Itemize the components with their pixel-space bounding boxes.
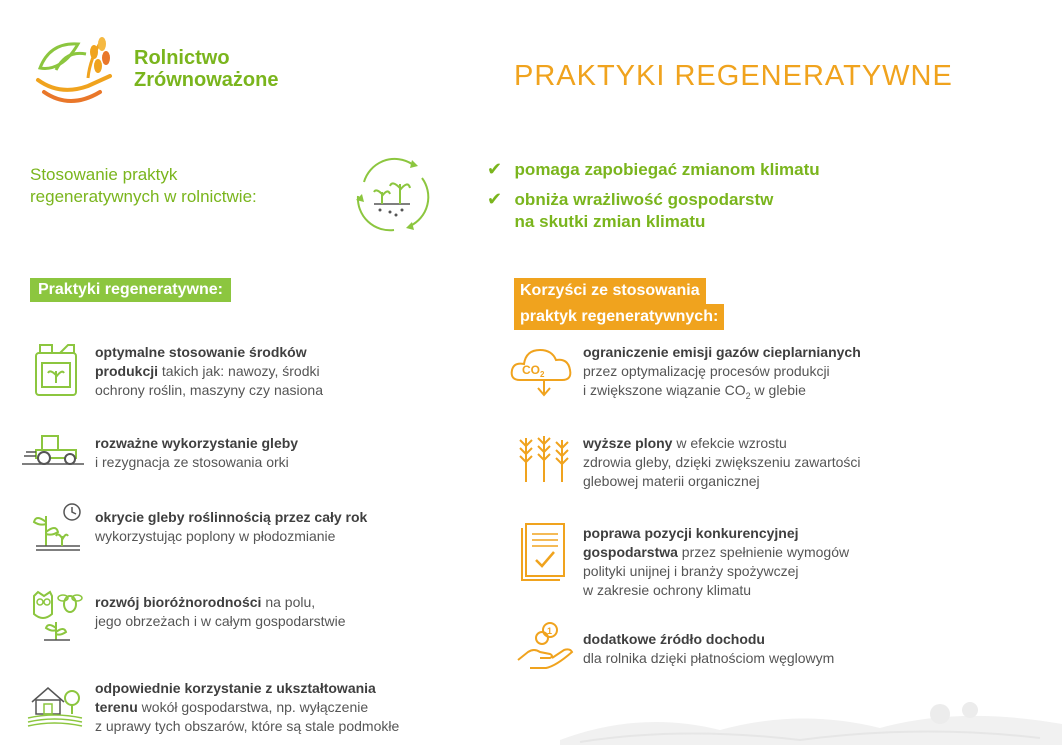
landscape-decoration — [560, 690, 1062, 745]
benefit-1-line3sub: 2 — [745, 390, 751, 401]
benefit-item-2 — [583, 434, 923, 491]
benefit-2-bold1: wyższe plony — [583, 435, 673, 451]
wheat-icon — [516, 432, 572, 484]
effect-2-line1: obniża wrażliwość gospodarstw — [514, 190, 774, 209]
benefit-item-1 — [583, 343, 923, 406]
intro-line2: regeneratywnych w rolnictwie: — [30, 187, 257, 206]
benefit-4-bold1: dodatkowe źródło dochodu — [583, 631, 765, 647]
logo-icon — [30, 28, 130, 108]
benefit-item-3 — [583, 524, 923, 600]
page-title: PRAKTYKI REGENERATYWNE — [514, 60, 953, 92]
benefit-2-rest1: w efekcie wzrostu — [672, 435, 787, 451]
benefits-label-line2: praktyk regeneratywnych: — [514, 304, 724, 330]
practice-5-line3: z uprawy tych obszarów, które są stale podmokłe — [95, 718, 400, 734]
effect-2 — [487, 189, 773, 233]
benefit-3-bold1: poprawa pozycji konkurencyjnej — [583, 525, 799, 541]
benefit-1-line2: przez optymalizację procesów produkcji — [583, 363, 830, 379]
benefits-label-line1: Korzyści ze stosowania — [514, 278, 706, 304]
benefit-4-line2: dla rolnika dzięki płatnościom węglowym — [583, 650, 835, 666]
benefit-2-line2: zdrowia gleby, dzięki zwiększeniu zawartości — [583, 454, 861, 470]
practice-5-bold2: terenu — [95, 699, 138, 715]
practice-item-2 — [95, 434, 395, 472]
check-icon: ✔ — [487, 159, 503, 179]
practice-4-bold1: rozwój bioróżnorodności — [95, 594, 262, 610]
practice-2-line2: i rezygnacja ze stosowania orki — [95, 454, 289, 470]
practice-1-bold2: produkcji — [95, 363, 159, 379]
benefit-3-line3: polityki unijnej i branży spożywczej — [583, 563, 799, 579]
practice-item-3 — [95, 508, 415, 546]
benefit-1-bold1: ograniczenie emisji gazów cieplarnianych — [583, 344, 861, 360]
effect-2-line2: na skutki zmian klimatu — [514, 212, 706, 231]
soil-cycle-icon — [350, 152, 434, 236]
benefits-label — [514, 278, 724, 330]
benefit-item-4 — [583, 630, 923, 668]
practice-1-rest2: takich jak: nawozy, środki — [158, 363, 320, 379]
practice-2-bold1: rozważne wykorzystanie gleby — [95, 435, 299, 451]
benefit-3-line4: w zakresie ochrony klimatu — [583, 582, 752, 598]
co2-sub: 2 — [540, 370, 545, 379]
practices-label: Praktyki regeneratywne: — [30, 278, 231, 302]
effect-1 — [487, 159, 820, 181]
practice-4-rest1: na polu, — [261, 594, 316, 610]
effect-1-text: pomaga zapobiegać zmianom klimatu — [514, 160, 820, 179]
practice-3-bold1: okrycie gleby roślinnością przez cały rok — [95, 509, 368, 525]
benefit-1-line3b: w glebie — [750, 382, 806, 398]
hand-coin-icon — [516, 620, 574, 674]
plant-clock-icon — [30, 502, 84, 554]
practice-4-line2: jego obrzeżach i w całym gospodarstwie — [95, 613, 346, 629]
benefit-3-rest2: przez spełnienie wymogów — [677, 544, 850, 560]
practice-1-bold1: optymalne stosowanie środków — [95, 344, 307, 360]
owl-bee-icon — [30, 590, 82, 642]
practice-1-line3: ochrony roślin, maszyny czy nasiona — [95, 382, 323, 398]
logo-line2: Zrównoważone — [134, 69, 279, 91]
logo-text — [134, 47, 278, 91]
check-icon: ✔ — [487, 189, 503, 209]
intro-line1: Stosowanie praktyk — [30, 165, 178, 184]
logo — [30, 28, 130, 108]
intro-text — [30, 164, 330, 208]
logo-line1: Rolnictwo — [134, 47, 230, 69]
benefit-3-bold2: gospodarstwa — [583, 544, 678, 560]
svg-text:CO2 — [522, 363, 545, 379]
coin-label: 1 — [547, 626, 553, 636]
canister-icon — [30, 341, 82, 397]
practice-item-4 — [95, 593, 415, 631]
farm-icon — [26, 680, 84, 728]
practice-item-1 — [95, 343, 395, 400]
practice-3-line2: wykorzystując poplony w płodozmianie — [95, 528, 336, 544]
co2-label: CO — [522, 363, 540, 377]
document-check-icon — [518, 520, 568, 580]
practice-item-5 — [95, 679, 455, 736]
benefit-1-line3a: i zwiększone wiązanie CO — [583, 382, 746, 398]
co2-cloud-icon — [510, 344, 574, 402]
benefit-2-line3: glebowej materii organicznej — [583, 473, 760, 489]
practice-5-bold1: odpowiednie korzystanie z ukształtowania — [95, 680, 376, 696]
tractor-icon — [22, 430, 84, 470]
practice-5-rest2: wokół gospodarstwa, np. wyłączenie — [137, 699, 369, 715]
